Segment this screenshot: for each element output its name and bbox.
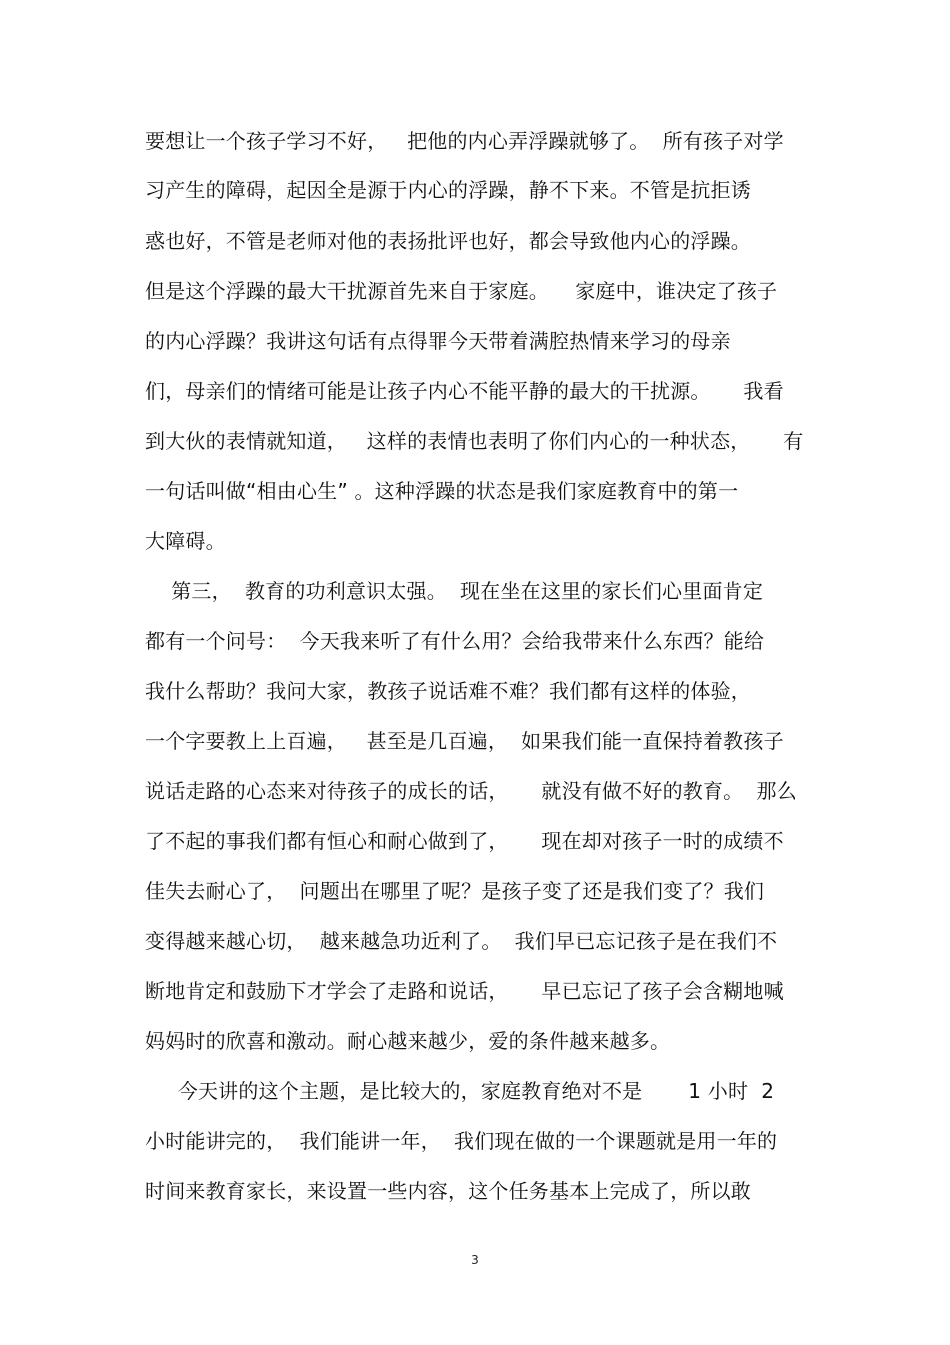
text-line: 时间来教育家长，来设置一些内容，这个任务基本上完成了，所以敢 bbox=[145, 1179, 751, 1203]
text-line: 佳失去耐心了， 问题出在哪里了呢？是孩子变了还是我们变了？我们 bbox=[145, 879, 765, 903]
text-line: 惑也好，不管是老师对他的表扬批评也好，都会导致他内心的浮躁。 bbox=[145, 229, 751, 253]
text-line: 大障碍。 bbox=[145, 529, 226, 553]
text-line: 们，母亲们的情绪可能是让孩子内心不能平静的最大的干扰源。 我看 bbox=[145, 379, 784, 403]
text-line: 变得越来越心切， 越来越急功近利了。 我们早已忘记孩子是在我们不 bbox=[145, 929, 778, 953]
text-line: 今天讲的这个主题，是比较大的，家庭教育绝对不是 1 小时 2 bbox=[145, 1079, 775, 1103]
text-line: 断地肯定和鼓励下才学会了走路和说话， 早已忘记了孩子会含糊地喊 bbox=[145, 979, 784, 1003]
text-line: 都有一个问号： 今天我来听了有什么用？会给我带来什么东西？能给 bbox=[145, 629, 765, 653]
text-line: 小时能讲完的， 我们能讲一年， 我们现在做的一个课题就是用一年的 bbox=[145, 1129, 778, 1153]
text-line: 的内心浮躁？我讲这句话有点得罪今天带着满腔热情来学习的母亲 bbox=[145, 329, 731, 353]
text-line: 习产生的障碍，起因全是源于内心的浮躁，静不下来。不管是抗拒诱 bbox=[145, 178, 751, 202]
text-line: 一个字要教上上百遍， 甚至是几百遍， 如果我们能一直保持着教孩子 bbox=[145, 729, 784, 753]
text-line: 一句话叫做“相由心生” 。这种浮躁的状态是我们家庭教育中的第一 bbox=[145, 479, 739, 503]
text-line: 我什么帮助？我问大家，教孩子说话难不难？我们都有这样的体验， bbox=[145, 679, 751, 703]
text-line: 妈妈时的欣喜和激动。耐心越来越少，爱的条件越来越多。 bbox=[145, 1029, 671, 1053]
text-line: 了不起的事我们都有恒心和耐心做到了， 现在却对孩子一时的成绩不 bbox=[145, 829, 784, 853]
text-line: 但是这个浮躁的最大干扰源首先来自于家庭。 家庭中，谁决定了孩子 bbox=[145, 279, 778, 303]
text-line: 说话走路的心态来对待孩子的成长的话， 就没有做不好的教育。 那么 bbox=[145, 779, 797, 803]
page-number: 3 bbox=[471, 1253, 479, 1267]
text-line: 第三， 教育的功利意识太强。 现在坐在这里的家长们心里面肯定 bbox=[145, 579, 764, 603]
text-line: 要想让一个孩子学习不好， 把他的内心弄浮躁就够了。 所有孩子对学 bbox=[145, 129, 784, 153]
text-line: 到大伙的表情就知道， 这样的表情也表明了你们内心的一种状态， 有 bbox=[145, 429, 804, 453]
